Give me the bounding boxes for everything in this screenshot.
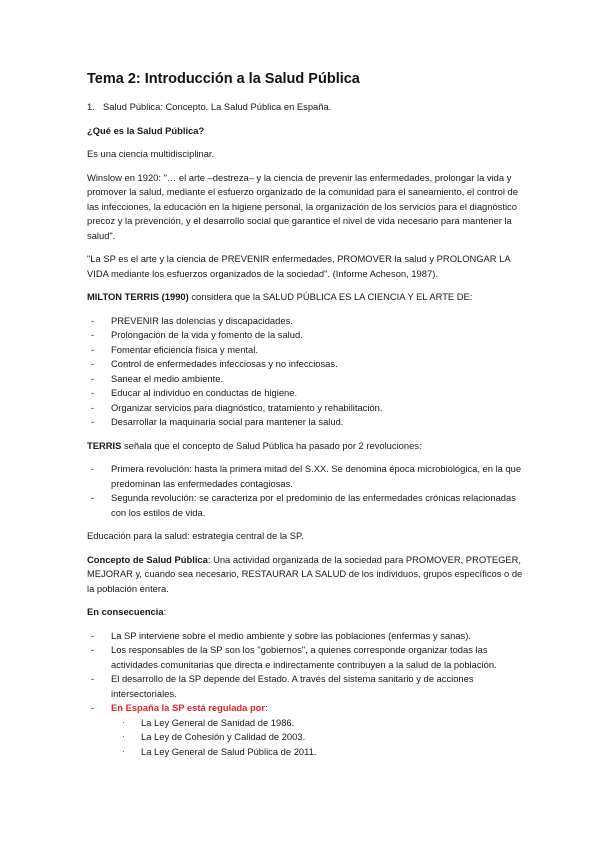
list-item: - Sanear el medio ambiente. (87, 372, 527, 387)
list-item: · La Ley General de Sanidad de 1986. (111, 716, 527, 731)
list-item: - Segunda revolución: se caracteriza por el predominio de las enfermedades crónicas relacionadas con los estilos de vida. (87, 491, 527, 520)
consecuencia-colon: : (163, 606, 167, 617)
list-item: - El desarrollo de la SP depende del Estado. A través del sistema sanitario y de acciones intersectoriales. (87, 672, 527, 701)
paragraph-acheson: "La SP es el arte y la ciencia de PREVENIR enfermedades, PROMOVER la salud y PROLONGAR LA VIDA mediante los esfuerzos organizados de la sociedad". (Informe Acheson, 1987). (87, 253, 511, 279)
list-item: - Educar al individuo en conductas de higiene. (87, 386, 527, 401)
paragraph-terris-1990 (87, 290, 527, 305)
espana-red-label: En España la SP está regulada por (111, 702, 266, 713)
espana-colon: : (265, 702, 268, 713)
list-item: - La SP interviene sobre el medio ambiente y sobre las poblaciones (enfermas y sanas). (87, 629, 527, 644)
list-item: · La Ley de Cohesión y Calidad de 2003. (111, 730, 527, 745)
section-text: Salud Pública: Concepto. La Salud Pública en España. (103, 101, 332, 112)
document-body (87, 70, 527, 768)
list-item: - Organizar servicios para diagnóstico, tratamiento y rehabilitación. (87, 401, 527, 416)
list-item: - Control de enfermedades infecciosas y no infecciosas. (87, 357, 527, 372)
terris-1990-bold: MILTON TERRIS (1990) (87, 291, 189, 302)
paragraph-multidisciplinar: Es una ciencia multidisciplinar. (87, 148, 215, 159)
paragraph-terris-revolutions (87, 439, 527, 454)
terris-list (87, 314, 527, 430)
list-item: - Primera revolución: hasta la primera mitad del S.XX. Se denomina época microbiológica, en la que predominan las enfermedades contagiosas. (87, 462, 527, 491)
laws-list (111, 716, 527, 760)
list-item: - Prolongación de la vida y fomento de la salud. (87, 328, 527, 343)
concepto-bold: Concepto de Salud Pública (87, 553, 208, 565)
list-item: - Los responsables de la SP son los "gobiernos", a quienes corresponde organizar todas las actividades comunitarias que directa e indirectamente contribuyen a la salud de la población. (87, 643, 527, 672)
revolutions-list (87, 462, 527, 520)
list-item: · La Ley General de Salud Pública de 2011. (111, 745, 527, 760)
terris-rev-text: señala que el concepto de Salud Pública ha pasado por 2 revoluciones: (121, 439, 422, 451)
consecuencia-list (87, 629, 527, 760)
terris-1990-text: considera que la SALUD PÚBLICA ES LA CIENCIA Y EL ARTE DE: (188, 291, 473, 302)
concepto-text: : Una actividad organizada de la sociedad para PROMOVER, PROTEGER, MEJORAR y, cuando sea necesario, RESTAURAR LA SALUD de los individuos, grupos específicos o de la población entera. (87, 553, 523, 594)
paragraph-concepto (87, 553, 527, 597)
list-item: - Desarrollar la maquinaria social para mantener la salud. (87, 415, 527, 430)
list-item-espana (87, 701, 527, 759)
section-number: 1. (87, 101, 95, 112)
paragraph-winslow: Winslow en 1920: "… el arte –destreza– y la ciencia de prevenir las enfermedades, prolongar la vida y promover la salud, mediante el esfuerzo organizado de la comunidad para el saneamiento, el control de las infecciones, la educación en la higiene personal, la organización de los servicios para el diagnóstico precoz y la prevención, y el desarrollo social que garantice el nivel de vida necesario para mantener la salud". (87, 171, 518, 241)
list-item: - Fomentar eficiencia física y mental. (87, 343, 527, 358)
consecuencia-bold: En consecuencia (87, 606, 164, 617)
list-item: - PREVENIR las dolencias y discapacidades. (87, 314, 527, 329)
terris-bold: TERRIS (87, 439, 122, 451)
paragraph-educacion: Educación para la salud: estrategia central de la SP. (87, 530, 304, 541)
question-heading: ¿Qué es la Salud Pública? (87, 124, 205, 136)
page-title: Tema 2: Introducción a la Salud Pública (87, 71, 360, 87)
paragraph-consecuencia (87, 605, 527, 620)
section-heading (87, 100, 527, 115)
